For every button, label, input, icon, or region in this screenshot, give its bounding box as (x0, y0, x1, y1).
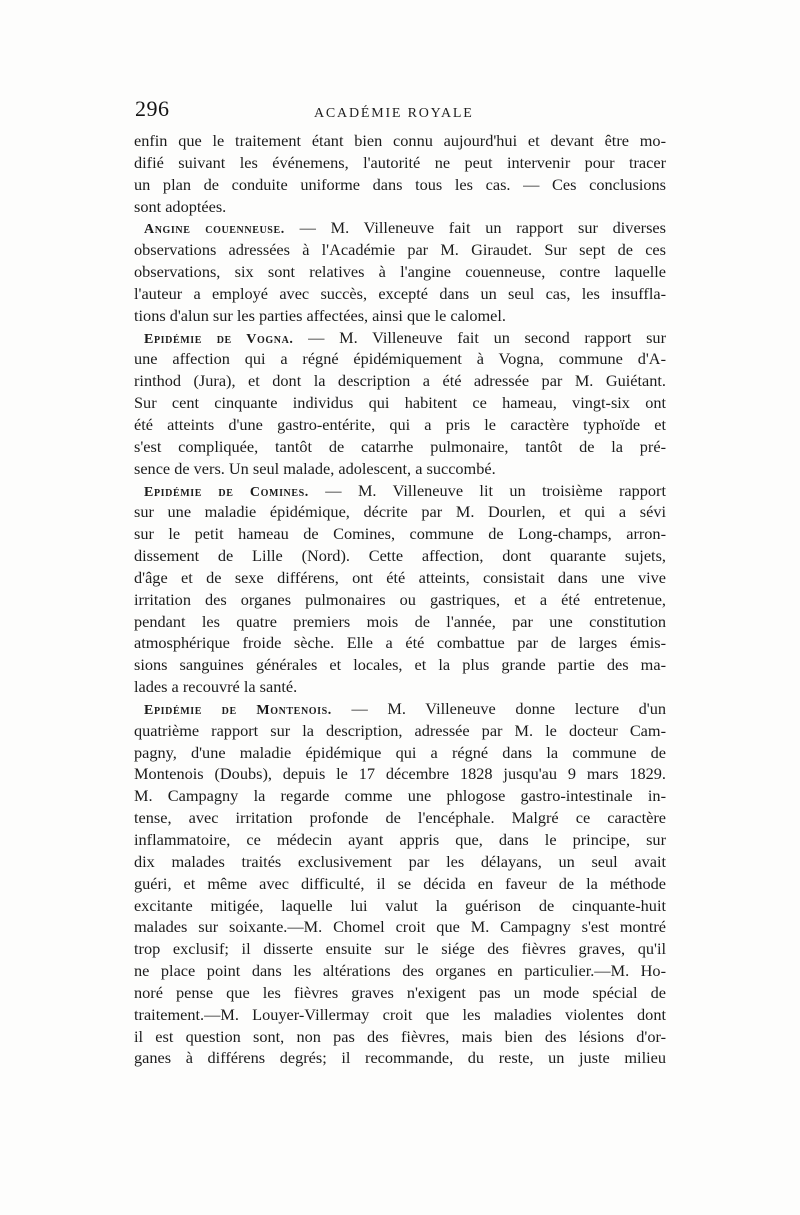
paragraph-3-line-5: été atteints d'une gastro-entérite, qui a pris le caractère typhoïde et (134, 414, 666, 434)
paragraph-5-line-5: M. Campagny la regarde comme une phlogose gastro-intestinale in- (134, 786, 666, 806)
paragraph-4-first-line (134, 480, 666, 502)
section-heading-montenois: Epidémie de Montenois. (144, 702, 332, 718)
paragraph-1-line-2: difié suivant les événemens, l'autorité ne peut intervenir pour tracer (134, 152, 666, 172)
paragraph-3-line-4: Sur cent cinquante individus qui habitent ce hameau, vingt-six ont (134, 393, 666, 413)
paragraph-4-line-4: dissement de Lille (Nord). Cette affection, dont quarante sujets, (134, 546, 666, 566)
paragraph-5-line-2: quatrième rapport sur la description, adressée par M. le docteur Cam- (134, 720, 666, 740)
paragraph-2-line-3: observations, six sont relatives à l'angine couenneuse, contre laquelle (134, 262, 666, 282)
page-header (134, 98, 666, 122)
paragraph-3-first-line (134, 327, 666, 349)
paragraph-4-line-5: d'âge et de sexe différens, ont été atteints, consistait dans une vive (134, 567, 666, 587)
paragraph-1-line-3: un plan de conduite uniforme dans tous les cas. — Ces conclusions (134, 174, 666, 194)
paragraph-5-line-15: traitement.—M. Louyer-Villermay croit que les maladies violentes dont (134, 1004, 666, 1024)
section-heading-vogna: Epidémie de Vogna. (144, 331, 294, 347)
paragraph-2-line-5: tions d'alun sur les parties affectées, ainsi que le calomel. (134, 305, 507, 325)
paragraph-1-line-1: enfin que le traitement étant bien connu aujourd'hui et devant être mo- (134, 131, 666, 150)
paragraph-2-line-2: observations adressées à l'Académie par M. Giraudet. Sur sept de ces (134, 240, 666, 260)
paragraph-4-line-9: sions sanguines générales et locales, et la plus grande partie des ma- (134, 655, 666, 675)
paragraph-5-line-16: il est question sont, non pas des fièvres, mais bien des lésions d'or- (134, 1026, 666, 1046)
paragraph-5-line-6: tense, avec irritation profonde de l'encéphale. Malgré ce caractère (134, 808, 666, 828)
paragraph-1-line-4: sont adoptées. (134, 196, 227, 216)
paragraph-4-line-2: sur une maladie épidémique, décrite par M. Dourlen, et qui a sévi (134, 502, 666, 522)
paragraph-5-line-3: pagny, d'une maladie épidémique qui a régné dans la commune de (134, 742, 666, 762)
page-number: 296 (135, 96, 170, 121)
paragraph-3-line-7: sence de vers. Un seul malade, adolescent, a succombé. (134, 458, 496, 478)
paragraph-3-line-3: rinthod (Jura), et dont la description a été adressée par M. Guiétant. (134, 371, 666, 391)
paragraph-5-line-4: Montenois (Doubs), depuis le 17 décembre 1828 jusqu'au 9 mars 1829. (134, 764, 666, 784)
paragraph-5-line-7: inflammatoire, ce médecin ayant appris que, dans le principe, sur (134, 830, 666, 849)
paragraph-5-line-12: trop exclusif; il disserte ensuite sur le siége des fièvres graves, qu'il (134, 939, 666, 959)
paragraph-4-line-7: pendant les quatre premiers mois de l'année, par une constitution (134, 611, 666, 631)
paragraph-5-line-13: ne place point dans les altérations des organes en particulier.—M. Ho- (134, 961, 666, 981)
paragraph-5-line-9: guéri, et même avec difficulté, il se décida en faveur de la méthode (134, 873, 666, 893)
paragraph-3-line-2: une affection qui a régné épidémiquement à Vogna, commune d'A- (134, 349, 666, 369)
paragraph-5-line-1: — M. Villeneuve donne lecture d'un (331, 698, 666, 718)
paragraph-5-line-8: dix malades traités exclusivement par les délayans, un seul avait (134, 851, 666, 871)
paragraph-4-line-8: atmosphérique froide sèche. Elle a été combattue par de larges émis- (134, 633, 666, 653)
paragraph-5-line-14: noré pense que les fièvres graves n'exigent pas un mode spécial de (134, 982, 666, 1002)
paragraph-3-line-1: — M. Villeneuve fait un second rapport sur (293, 327, 666, 347)
page-body (134, 130, 666, 1069)
paragraph-2-line-4: l'auteur a employé avec succès, excepté dans un seul cas, les insuffla- (134, 283, 666, 303)
section-heading-angine: Angine couenneuse. (144, 222, 285, 238)
paragraph-2-first-line (134, 217, 666, 239)
paragraph-4-line-10: lades a recouvré la santé. (134, 677, 298, 697)
paragraph-5-first-line (134, 698, 666, 720)
paragraph-3-line-6: s'est compliquée, tantôt de catarrhe pulmonaire, tantôt de la pré- (134, 436, 666, 456)
paragraph-5-line-17: ganes à différens degrés; il recommande, du reste, un juste milieu (134, 1048, 666, 1068)
paragraph-5-line-11: malades sur soixante.—M. Chomel croit que M. Campagny s'est montré (134, 917, 666, 937)
paragraph-4-line-3: sur le petit hameau de Comines, commune de Long-champs, arron- (134, 524, 666, 544)
paragraph-4-line-6: irritation des organes pulmonaires ou gastriques, et a été entretenue, (134, 589, 666, 609)
section-heading-comines: Epidémie de Comines. (144, 484, 309, 500)
running-head: ACADÉMIE ROYALE (314, 106, 474, 121)
paragraph-5-line-10: excitante mitigée, laquelle lui valut la guérison de cinquante-huit (134, 895, 666, 915)
paragraph-2-line-1: — M. Villeneuve fait un rapport sur diverses (284, 218, 666, 238)
paragraph-4-line-1: — M. Villeneuve lit un troisième rapport (308, 480, 666, 500)
